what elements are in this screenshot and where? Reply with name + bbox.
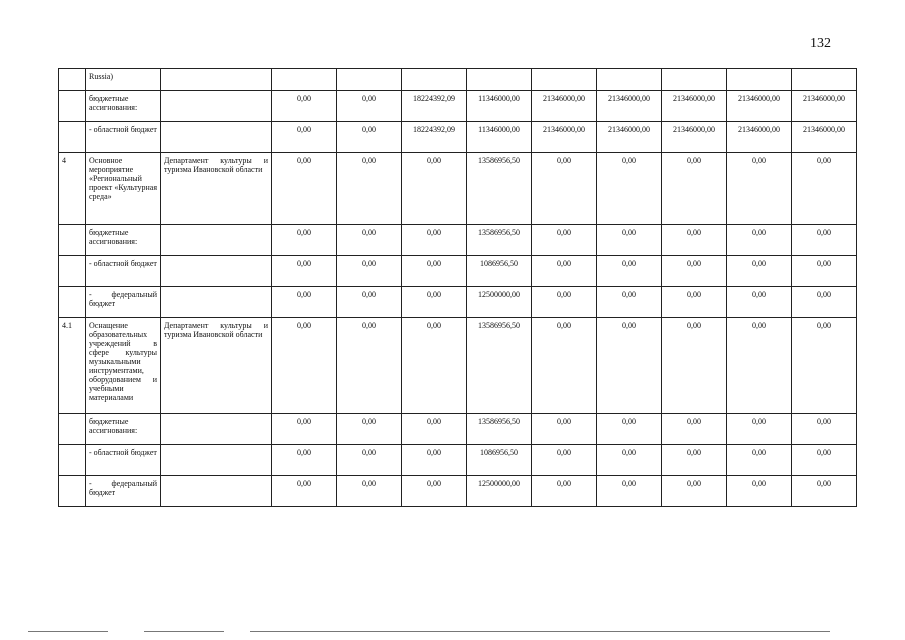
row-value-cell: 0,00 — [727, 225, 792, 256]
row-value-cell: 21346000,00 — [792, 122, 857, 153]
row-value-cell: 0,00 — [337, 256, 402, 287]
row-value-cell: 0,00 — [727, 318, 792, 414]
row-value-cell: 0,00 — [402, 318, 467, 414]
row-executor-cell — [161, 287, 272, 318]
row-name-cell: - областной бюджет — [86, 122, 161, 153]
row-value-cell — [727, 69, 792, 91]
row-value-cell: 11346000,00 — [467, 122, 532, 153]
row-value-cell: 0,00 — [532, 318, 597, 414]
row-value-cell — [662, 69, 727, 91]
row-value-cell: 0,00 — [272, 256, 337, 287]
row-value-cell: 13586956,50 — [467, 225, 532, 256]
row-name-cell: - областной бюджет — [86, 445, 161, 476]
row-executor-cell — [161, 91, 272, 122]
row-executor-cell: Департамент культуры и туризма Ивановской области — [161, 153, 272, 225]
row-value-cell: 0,00 — [337, 445, 402, 476]
row-value-cell — [467, 69, 532, 91]
table-row — [59, 91, 857, 122]
row-value-cell: 0,00 — [272, 91, 337, 122]
row-value-cell: 0,00 — [532, 414, 597, 445]
row-value-cell: 0,00 — [727, 153, 792, 225]
row-executor-cell — [161, 414, 272, 445]
table-row — [59, 256, 857, 287]
row-value-cell: 0,00 — [792, 414, 857, 445]
row-value-cell: 0,00 — [402, 414, 467, 445]
table-row — [59, 476, 857, 507]
row-value-cell: 0,00 — [792, 153, 857, 225]
row-value-cell: 0,00 — [272, 318, 337, 414]
row-value-cell: 0,00 — [792, 318, 857, 414]
row-value-cell: 0,00 — [532, 153, 597, 225]
row-value-cell — [272, 69, 337, 91]
row-code-cell — [59, 476, 86, 507]
row-executor-cell — [161, 256, 272, 287]
row-value-cell — [792, 69, 857, 91]
row-name-cell: Основное мероприятие «Региональный проект «Культурная среда» — [86, 153, 161, 225]
row-value-cell: 21346000,00 — [662, 91, 727, 122]
row-value-cell: 0,00 — [662, 153, 727, 225]
row-value-cell: 21346000,00 — [792, 91, 857, 122]
row-executor-cell: Департамент культуры и туризма Ивановской области — [161, 318, 272, 414]
row-value-cell: 0,00 — [402, 287, 467, 318]
row-value-cell: 0,00 — [597, 318, 662, 414]
row-code-cell — [59, 256, 86, 287]
row-value-cell: 12500000,00 — [467, 476, 532, 507]
row-name-cell: Russia) — [86, 69, 161, 91]
row-value-cell: 0,00 — [727, 476, 792, 507]
row-value-cell: 11346000,00 — [467, 91, 532, 122]
row-value-cell: 0,00 — [727, 445, 792, 476]
row-value-cell: 13586956,50 — [467, 318, 532, 414]
row-value-cell: 0,00 — [532, 225, 597, 256]
row-value-cell: 1086956,50 — [467, 445, 532, 476]
row-value-cell: 0,00 — [272, 414, 337, 445]
row-value-cell: 0,00 — [597, 225, 662, 256]
row-executor-cell — [161, 445, 272, 476]
row-value-cell: 0,00 — [402, 153, 467, 225]
row-code-cell — [59, 69, 86, 91]
row-value-cell: 21346000,00 — [662, 122, 727, 153]
row-value-cell: 0,00 — [402, 256, 467, 287]
row-executor-cell — [161, 122, 272, 153]
row-name-cell: бюджетные ассигнования: — [86, 225, 161, 256]
table-row — [59, 153, 857, 225]
footer-rule — [144, 631, 224, 632]
table-row — [59, 318, 857, 414]
row-code-cell — [59, 445, 86, 476]
row-value-cell: 0,00 — [337, 318, 402, 414]
row-value-cell: 1086956,50 — [467, 256, 532, 287]
row-value-cell: 0,00 — [532, 287, 597, 318]
row-value-cell: 0,00 — [597, 414, 662, 445]
row-value-cell: 0,00 — [792, 225, 857, 256]
page-number: 132 — [810, 36, 831, 51]
row-value-cell: 0,00 — [337, 476, 402, 507]
row-value-cell: 0,00 — [597, 153, 662, 225]
row-value-cell: 0,00 — [727, 256, 792, 287]
row-value-cell: 0,00 — [337, 91, 402, 122]
table-row — [59, 69, 857, 91]
row-name-cell: бюджетные ассигнования: — [86, 91, 161, 122]
row-value-cell: 0,00 — [597, 445, 662, 476]
row-name-cell: бюджетные ассигнования: — [86, 414, 161, 445]
table-row — [59, 225, 857, 256]
row-value-cell: 0,00 — [727, 287, 792, 318]
row-value-cell: 0,00 — [662, 287, 727, 318]
row-value-cell — [337, 69, 402, 91]
row-value-cell: 0,00 — [272, 122, 337, 153]
row-value-cell: 0,00 — [402, 225, 467, 256]
row-value-cell: 0,00 — [337, 225, 402, 256]
row-value-cell: 0,00 — [792, 476, 857, 507]
row-code-cell: 4.1 — [59, 318, 86, 414]
row-value-cell: 21346000,00 — [597, 122, 662, 153]
row-value-cell: 21346000,00 — [727, 122, 792, 153]
row-value-cell: 0,00 — [532, 445, 597, 476]
row-value-cell: 0,00 — [272, 225, 337, 256]
row-code-cell — [59, 225, 86, 256]
row-code-cell — [59, 122, 86, 153]
row-value-cell: 0,00 — [662, 414, 727, 445]
row-value-cell: 0,00 — [662, 256, 727, 287]
row-name-cell: - федеральный бюджет — [86, 476, 161, 507]
row-value-cell: 0,00 — [662, 476, 727, 507]
row-executor-cell — [161, 69, 272, 91]
row-value-cell: 12500000,00 — [467, 287, 532, 318]
row-code-cell — [59, 414, 86, 445]
row-value-cell: 0,00 — [402, 476, 467, 507]
row-value-cell: 0,00 — [597, 287, 662, 318]
row-value-cell: 0,00 — [272, 287, 337, 318]
row-value-cell: 0,00 — [662, 225, 727, 256]
row-value-cell: 0,00 — [727, 414, 792, 445]
footer-rule — [250, 631, 830, 632]
row-value-cell: 0,00 — [272, 476, 337, 507]
row-value-cell: 21346000,00 — [727, 91, 792, 122]
row-value-cell: 0,00 — [597, 256, 662, 287]
row-value-cell: 21346000,00 — [532, 91, 597, 122]
table-row — [59, 414, 857, 445]
row-value-cell: 0,00 — [402, 445, 467, 476]
row-value-cell: 0,00 — [337, 122, 402, 153]
row-value-cell: 0,00 — [272, 445, 337, 476]
row-value-cell: 18224392,09 — [402, 91, 467, 122]
row-value-cell: 0,00 — [792, 445, 857, 476]
row-value-cell — [532, 69, 597, 91]
row-value-cell: 0,00 — [662, 318, 727, 414]
row-value-cell — [597, 69, 662, 91]
row-value-cell: 0,00 — [337, 414, 402, 445]
row-code-cell: 4 — [59, 153, 86, 225]
row-value-cell: 13586956,50 — [467, 414, 532, 445]
row-value-cell: 0,00 — [662, 445, 727, 476]
row-code-cell — [59, 287, 86, 318]
row-value-cell: 0,00 — [792, 287, 857, 318]
row-value-cell — [402, 69, 467, 91]
table-row — [59, 287, 857, 318]
row-value-cell: 21346000,00 — [532, 122, 597, 153]
row-value-cell: 0,00 — [337, 153, 402, 225]
row-value-cell: 0,00 — [792, 256, 857, 287]
row-value-cell: 21346000,00 — [597, 91, 662, 122]
row-value-cell: 0,00 — [272, 153, 337, 225]
row-name-cell: - областной бюджет — [86, 256, 161, 287]
row-value-cell: 0,00 — [532, 256, 597, 287]
row-name-cell: - федеральный бюджет — [86, 287, 161, 318]
table-row — [59, 445, 857, 476]
row-value-cell: 13586956,50 — [467, 153, 532, 225]
row-executor-cell — [161, 225, 272, 256]
row-value-cell: 0,00 — [532, 476, 597, 507]
table-row — [59, 122, 857, 153]
row-code-cell — [59, 91, 86, 122]
row-value-cell: 0,00 — [337, 287, 402, 318]
footer-rule — [28, 631, 108, 632]
row-name-cell: Оснащение образовательных учреждений в сфере культуры музыкальными инструментами, оборудованием и учебными материалами — [86, 318, 161, 414]
row-value-cell: 0,00 — [597, 476, 662, 507]
budget-table — [58, 68, 857, 507]
row-value-cell: 18224392,09 — [402, 122, 467, 153]
row-executor-cell — [161, 476, 272, 507]
